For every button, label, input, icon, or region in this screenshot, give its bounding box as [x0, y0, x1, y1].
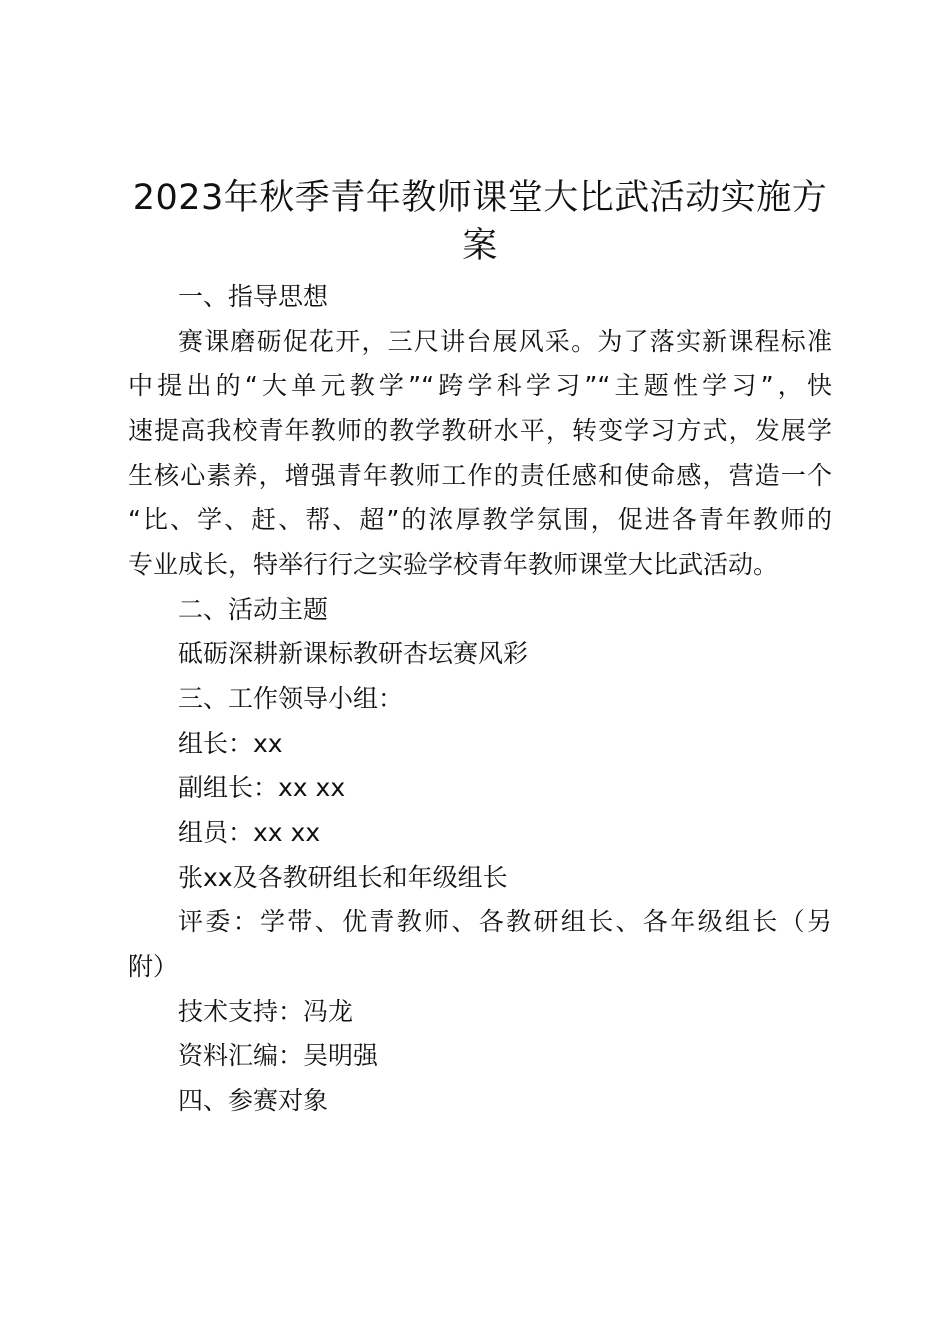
section-1-paragraph-line-3: 速提高我校青年教师的教学教研水平，转变学习方式，发展学 — [128, 416, 832, 445]
section-3-heading: 三、工作领导小组： — [178, 684, 404, 713]
group-leader: 组长：xx — [178, 729, 283, 758]
group-members: 组员：xx xx — [178, 818, 321, 847]
section-1-paragraph-line-4: 生核心素养，增强青年教师工作的责任感和使命感，营造一个 — [128, 461, 832, 490]
section-1-paragraph-line-2: 中提出的“大单元教学”“跨学科学习”“主题性学习”，快 — [128, 371, 832, 400]
technical-support: 技术支持：冯龙 — [178, 997, 354, 1026]
activity-theme: 砥砺深耕新课标教研杏坛赛风彩 — [178, 639, 529, 668]
section-4-heading: 四、参赛对象 — [178, 1086, 329, 1115]
vice-group-leader: 副组长：xx xx — [178, 773, 346, 802]
judges-line-1: 评委：学带、优青教师、各教研组长、各年级组长（另 — [178, 907, 832, 936]
group-members-continued: 张xx及各教研组长和年级组长 — [178, 863, 508, 892]
document-title-line-1: 2023年秋季青年教师课堂大比武活动实施方 — [132, 178, 828, 218]
section-1-paragraph-line-1: 赛课磨砺促花开，三尺讲台展风采。为了落实新课程标准 — [178, 327, 832, 356]
judges-line-2: 附） — [128, 952, 179, 981]
section-1-paragraph-line-5: “比、学、赶、帮、超”的浓厚教学氛围，促进各青年教师的 — [128, 505, 832, 534]
document-title-line-2: 案 — [462, 226, 498, 266]
section-2-heading: 二、活动主题 — [178, 595, 329, 624]
section-1-paragraph-line-6: 专业成长，特举行行之实验学校青年教师课堂大比武活动。 — [128, 550, 779, 579]
section-1-heading: 一、指导思想 — [178, 282, 329, 311]
materials-compilation: 资料汇编：吴明强 — [178, 1041, 379, 1070]
